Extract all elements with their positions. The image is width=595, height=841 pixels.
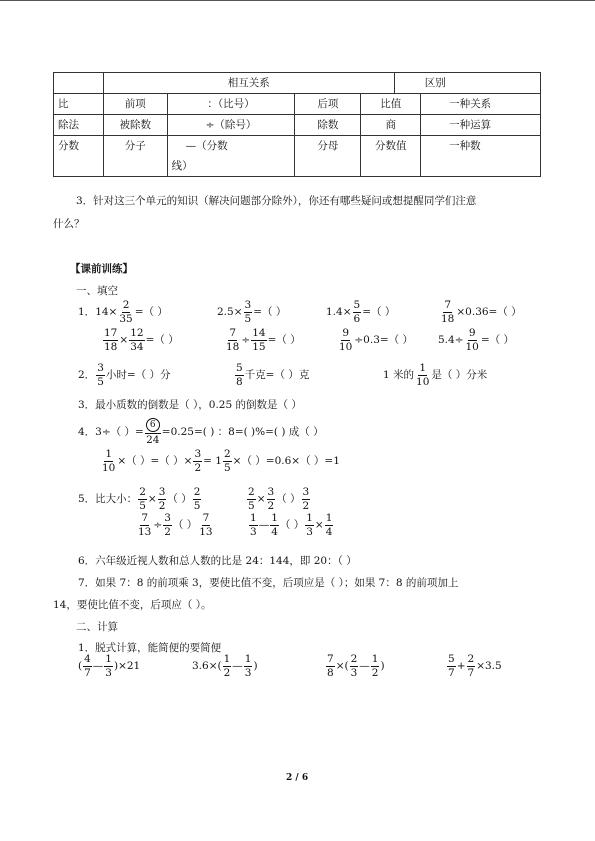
- q5-row-2a: $\frac{7}{13}$ ÷ $\frac{3}{2}$ （ ） $\frac{7}{13}$: [138, 512, 213, 538]
- q5-row-1b: $\frac{2}{5}$ × $\frac{3}{2}$ （ ） $\frac{3}{2}$: [248, 486, 310, 512]
- question-3-line1: 3．针对这三个单元的知识（解决问题部分除外），你还有哪些疑问或想提醒同学们注意: [76, 195, 477, 207]
- q1-item-8: 5.4÷ $\frac{9}{10}$ =（ ）: [438, 327, 515, 353]
- q1-item-3: 1.4× $\frac{5}{6}$ =（ ）: [326, 299, 396, 325]
- header-difference: 区别: [424, 77, 446, 89]
- q1-item-4: $\frac{7}{18}$ ×0.36=（ ）: [441, 299, 522, 325]
- question-6: 6．六年级近视人数和总人数的比是 24：144，即 20：（ ）: [78, 555, 357, 567]
- calc-expr-1: ( $\frac{4}{7}$ — $\frac{1}{3}$ )×21: [78, 653, 141, 679]
- table-row: 分数 分子 —（分数 线） 分母 分数值 一种数: [54, 136, 541, 177]
- calc-expr-3: $\frac{7}{8}$ ×( $\frac{2}{3}$ — $\frac{1}{2}$ ): [327, 653, 385, 679]
- q2-item-3: 1 米的 $\frac{1}{10}$ 是（ ）分米: [383, 362, 488, 388]
- question-3-line2: 什么？: [53, 218, 85, 230]
- header-relation: 相互关系: [104, 73, 395, 93]
- table-row: 比 前项 ：（比号） 后项 比值 一种关系: [54, 94, 541, 115]
- q1-item-1: 1．14× $\frac{2}{35}$ =（ ）: [78, 299, 168, 325]
- fraction: $\frac{2}{35}$: [119, 299, 133, 325]
- q5-row-2b: $\frac{1}{3}$ — $\frac{1}{4}$ （ ） $\frac{1}{3}$ × $\frac{1}{4}$: [250, 512, 333, 538]
- table-header-row: [54, 73, 541, 94]
- calc-expr-2: 3.6×( $\frac{1}{2}$ — $\frac{1}{3}$ ): [192, 653, 258, 679]
- section-title: 【课前训练】: [70, 263, 133, 275]
- q2-item-1: 2． $\frac{3}{5}$ 小时=（ ）分: [78, 362, 171, 388]
- q2-item-2: $\frac{5}{8}$ 千克=（ ）克: [236, 362, 310, 388]
- q1-item-2: 2.5× $\frac{3}{5}$ =（ ）: [217, 299, 287, 325]
- q1-item-7: $\frac{9}{10}$ ÷0.3=（ ）: [339, 327, 414, 353]
- circled-number: 6: [146, 418, 160, 432]
- q1-item-6: $\frac{7}{18}$ ÷ $\frac{14}{15}$ =（ ）: [226, 327, 301, 353]
- calc-expr-4: $\frac{5}{7}$ + $\frac{2}{7}$ ×3.5: [448, 653, 502, 679]
- q4-line-1: 4．3÷（ ）= $\frac{6}{24}$ =0.25=( ) ：8=( )%=( ) 成（ ）: [78, 420, 324, 446]
- top-border: [0, 0, 595, 1]
- question-3-fill: 3．最小质数的倒数是（ ），0.25 的倒数是（ ）: [78, 399, 302, 411]
- calc-title: 1．脱式计算，能简便的要简便: [78, 642, 222, 654]
- table-row: 除法 被除数 ÷（除号） 除数 商 一种运算: [54, 115, 541, 136]
- part-1-heading: 一、填空: [76, 285, 118, 297]
- q4-line-2: $\frac{1}{10}$ ×（ ）=（ ）× $\frac{3}{2}$ = 1 $\frac{2}{5}$ ×（ ）=0.6×（ ）=1: [102, 448, 340, 474]
- question-7-line1: 7．如果 7：8 的前项乘 3，要使比值不变，后项应是（ ）；如果 7：8 的前项加上: [78, 577, 459, 589]
- question-7-line2: 14，要使比值不变，后项应（ ）。: [53, 599, 212, 611]
- q5-row-1a: 5．比大小： $\frac{2}{5}$ × $\frac{3}{2}$ （ ） $\frac{2}{5}$: [78, 486, 201, 512]
- part-2-heading: 二、计算: [76, 621, 118, 633]
- page-number: 2 / 6: [286, 773, 309, 783]
- comparison-table: [53, 72, 541, 177]
- q1-item-5: $\frac{17}{18}$ × $\frac{12}{34}$ =（ ）: [104, 327, 179, 353]
